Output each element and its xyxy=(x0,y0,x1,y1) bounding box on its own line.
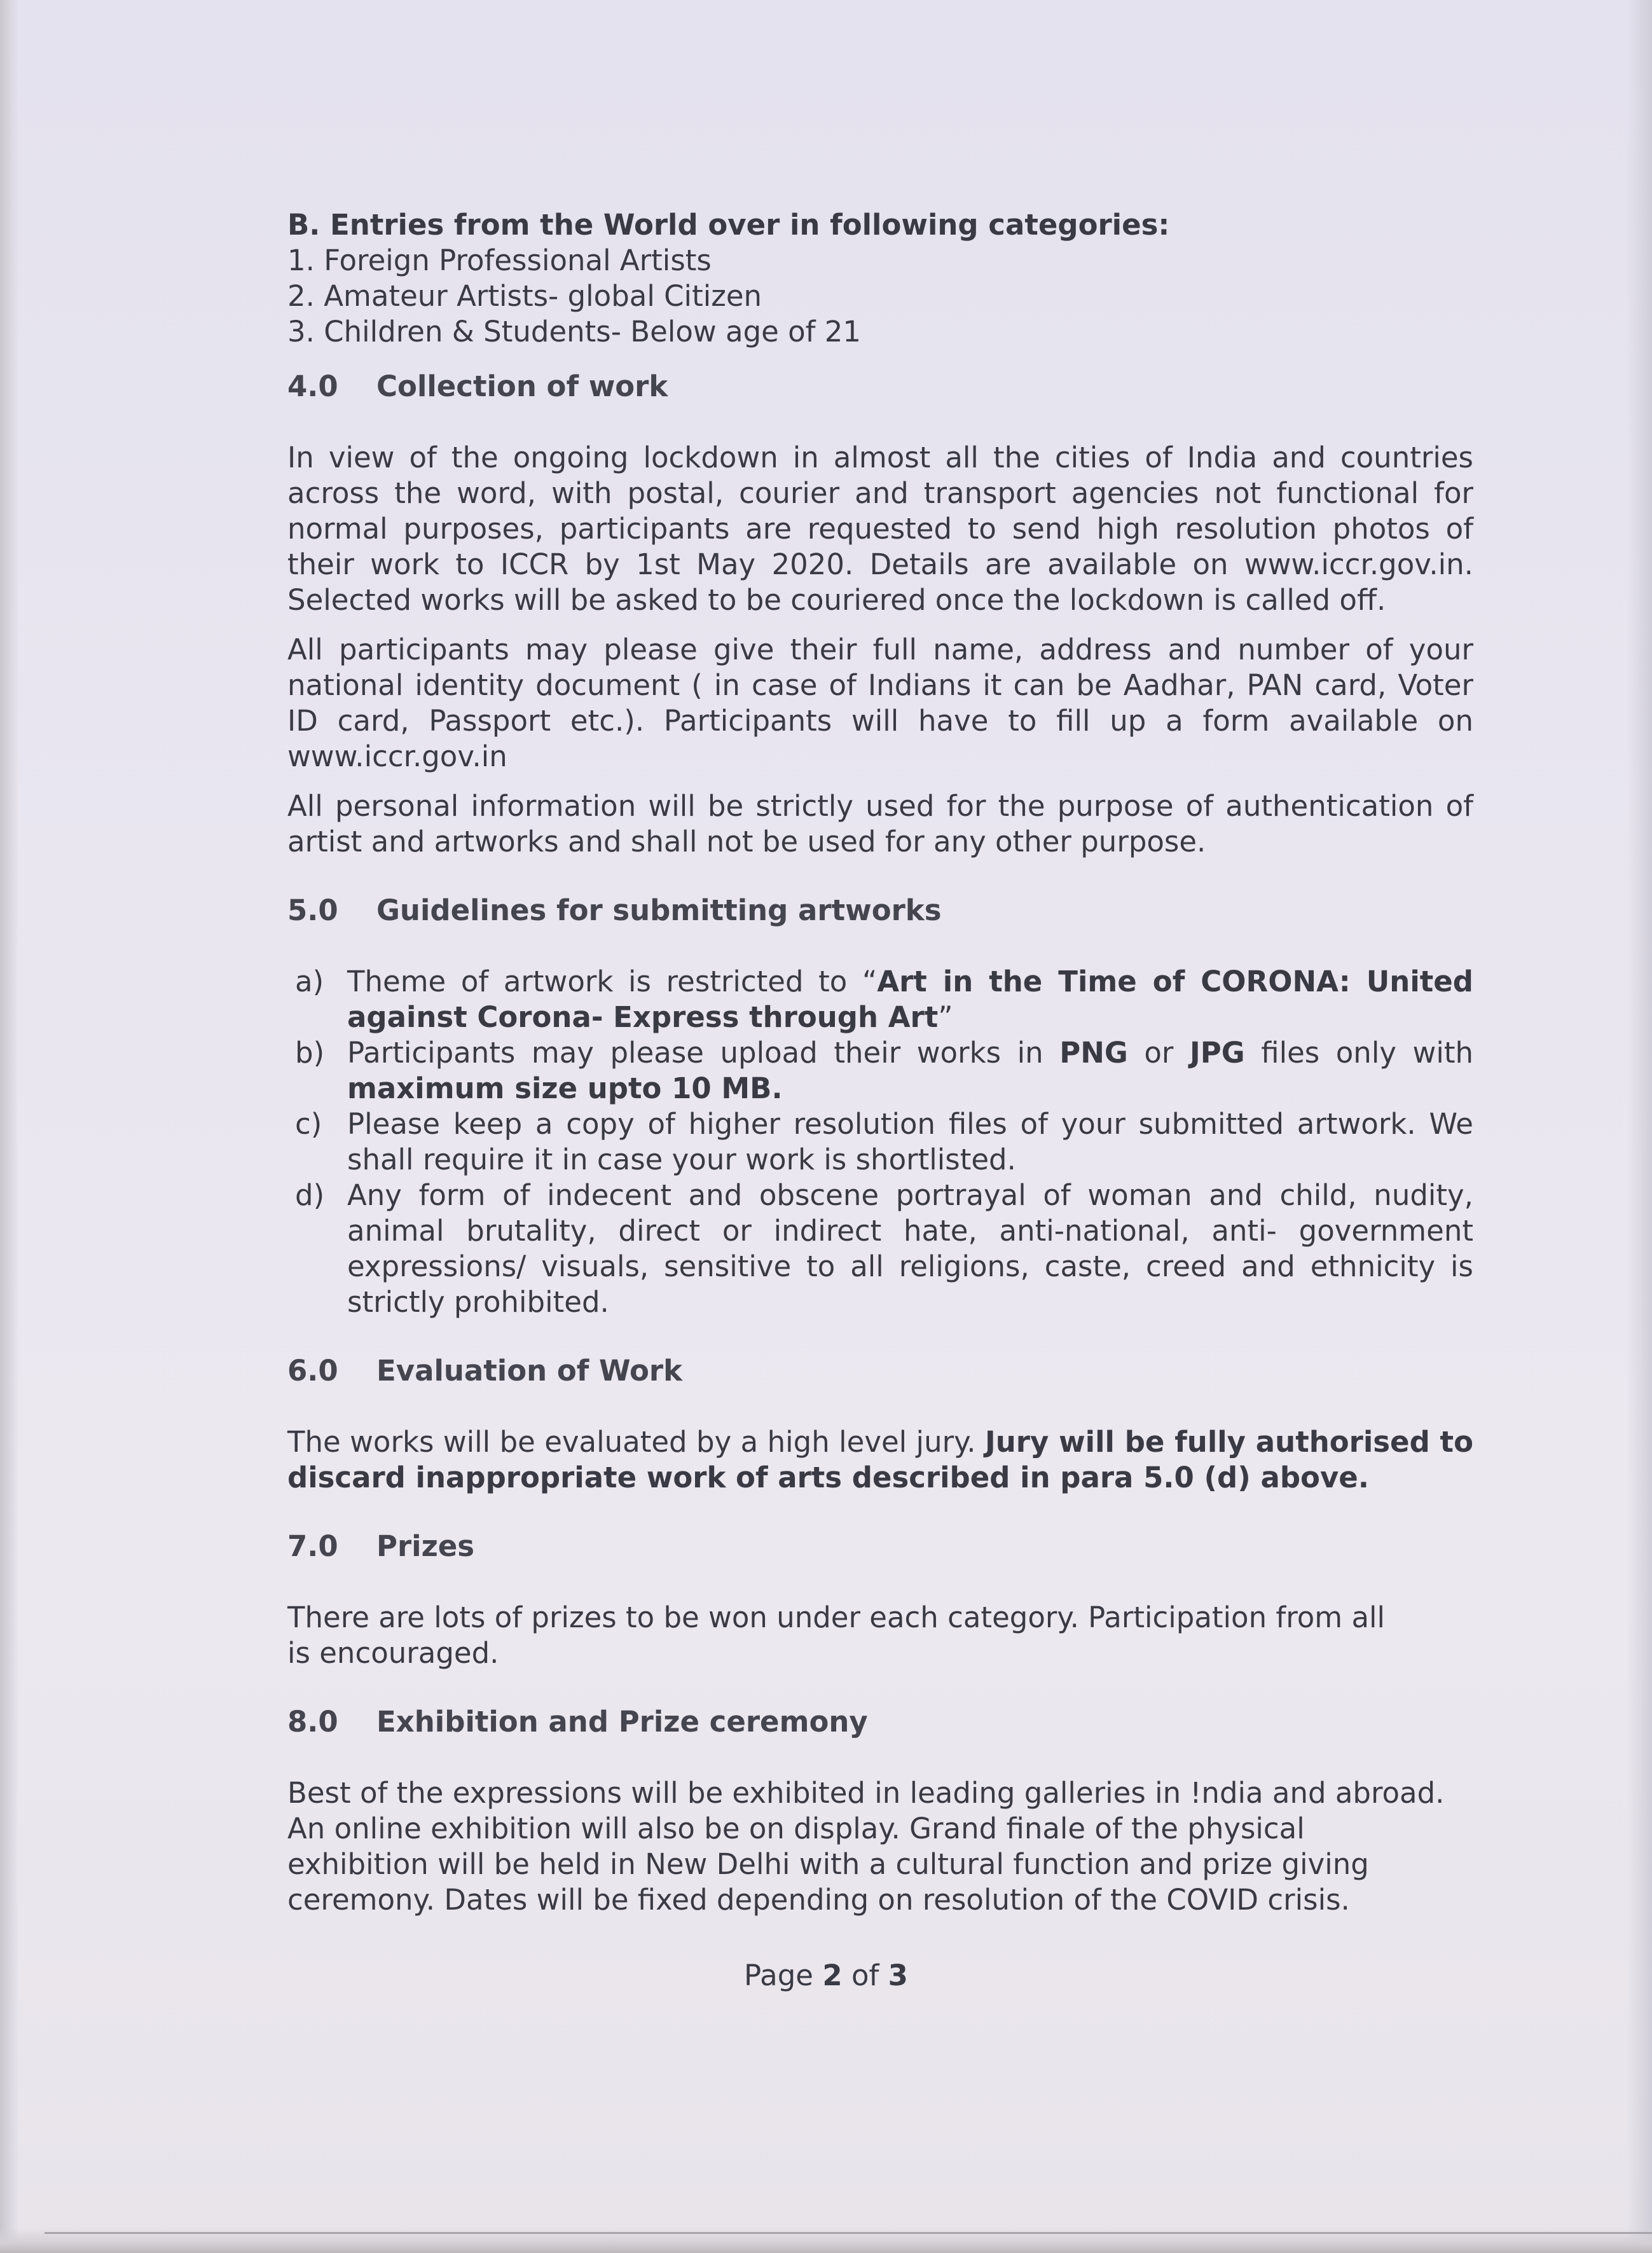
page-current: 2 xyxy=(822,1959,843,1992)
scan-edge-right xyxy=(1627,0,1652,2253)
page-label: Page xyxy=(744,1959,813,1992)
section-6-heading xyxy=(287,1353,1473,1389)
category-item: 2. Amateur Artists- global Citizen xyxy=(287,279,762,313)
list-marker: a) xyxy=(295,965,324,998)
section-b xyxy=(287,207,1473,350)
prizes-paragraph: There are lots of prizes to be won under each category. Participation from all is encouraged. xyxy=(287,1601,1386,1670)
collection-paragraph-2: All participants may please give their full name, address and number of your national identity document ( in case of Indians it can be Aadhar, PAN card, Voter ID card, Passport etc.). Participants will have to fill up a form available on www.iccr.gov.in xyxy=(287,633,1473,773)
category-item: 1. Foreign Professional Artists xyxy=(287,244,712,277)
evaluation-paragraph: The works will be evaluated by a high level jury. Jury will be fully authorised to discard inappropriate work of arts described in para 5.0 (d) above. xyxy=(287,1425,1473,1494)
section-number: 4.0 xyxy=(287,369,338,403)
page-of: of xyxy=(851,1959,879,1992)
section-number: 8.0 xyxy=(287,1705,338,1739)
page-footer xyxy=(0,1959,1652,1992)
document-page xyxy=(287,207,1473,1918)
collection-paragraph-1: In view of the ongoing lockdown in almost all the cities of India and countries across the word, with postal, courier and transport agencies not functional for normal purposes, participants are requested to send high resolution photos of their work to ICCR by 1st May 2020. Details are available on www.iccr.gov.in. Selected works will be asked to be couriered once the lockdown is called off. xyxy=(287,441,1473,617)
scan-edge-bottom xyxy=(0,2228,1652,2253)
scan-edge-left xyxy=(0,0,19,2253)
exhibition-paragraph: Best of the expressions will be exhibited in leading galleries in !ndia and abroad. An online exhibition will also be on display. Grand finale of the physical exhibition will be held in New Delhi with a cultural function and prize giving ceremony. Dates will be fixed depending on resolution of the COVID crisis. xyxy=(287,1776,1445,1917)
list-marker: d) xyxy=(295,1178,325,1212)
section-number: 6.0 xyxy=(287,1354,338,1388)
collection-paragraph-3: All personal information will be strictly used for the purpose of authentication of artist and artworks and shall not be used for any other purpose. xyxy=(287,789,1473,858)
guideline-text: Please keep a copy of higher resolution files of your submitted artwork. We shall require it in case your work is shortlisted. xyxy=(347,1107,1473,1176)
guidelines-list xyxy=(287,964,1473,1320)
list-marker: c) xyxy=(295,1107,322,1141)
guideline-item-d xyxy=(287,1178,1473,1320)
section-b-heading: B. Entries from the World over in following categories: xyxy=(287,208,1170,242)
guideline-item-a xyxy=(287,964,1473,1035)
section-number: 5.0 xyxy=(287,893,338,927)
section-title: Collection of work xyxy=(376,369,668,403)
section-title: Exhibition and Prize ceremony xyxy=(376,1705,868,1739)
scan-border-line xyxy=(45,2232,1652,2234)
section-title: Guidelines for submitting artworks xyxy=(376,893,942,927)
guideline-text: Theme of artwork is restricted to “Art in the Time of CORONA: United against Corona- Express through Art” xyxy=(347,965,1473,1034)
guideline-item-b xyxy=(287,1035,1473,1106)
section-7-heading xyxy=(287,1529,1473,1564)
category-item: 3. Children & Students- Below age of 21 xyxy=(287,315,862,348)
section-title: Prizes xyxy=(376,1529,475,1563)
section-8-heading xyxy=(287,1704,1473,1740)
category-list xyxy=(287,243,1473,350)
list-marker: b) xyxy=(295,1036,325,1070)
theme-title: Art in the Time of CORONA: United against Corona- Express through Art xyxy=(347,965,1473,1034)
section-title: Evaluation of Work xyxy=(376,1354,683,1388)
guideline-text: Participants may please upload their works in PNG or JPG files only with maximum size upto 10 MB. xyxy=(347,1036,1473,1105)
guideline-item-c xyxy=(287,1106,1473,1178)
section-number: 7.0 xyxy=(287,1529,338,1563)
guideline-text: Any form of indecent and obscene portrayal of woman and child, nudity, animal brutality, direct or indirect hate, anti-national, anti- government expressions/ visuals, sensitive to all religions, caste, creed and ethnicity is strictly prohibited. xyxy=(347,1178,1473,1319)
jury-statement: Jury will be fully authorised to discard inappropriate work of arts described in para 5.0 (d) above. xyxy=(287,1425,1473,1494)
section-4-heading xyxy=(287,369,1473,404)
section-5-heading xyxy=(287,893,1473,928)
page-total: 3 xyxy=(888,1959,908,1992)
